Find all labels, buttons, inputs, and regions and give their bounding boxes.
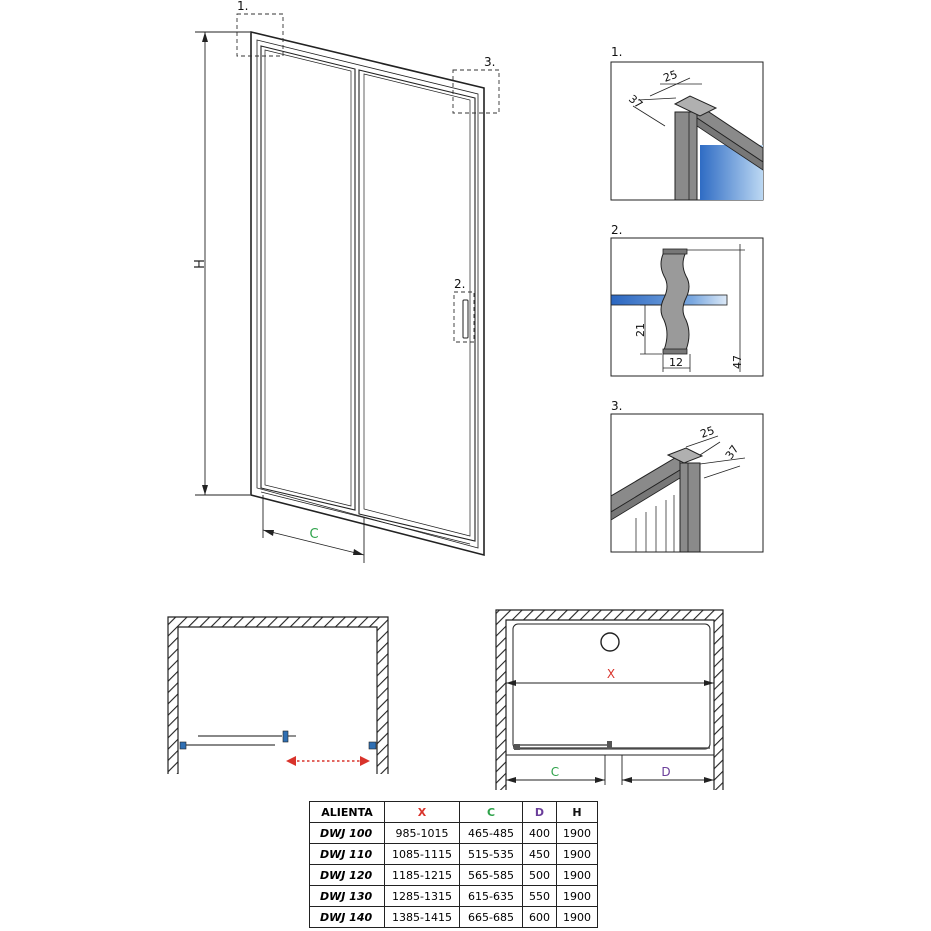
cell-model: DWJ 110 [310,844,385,865]
cell-h: 1900 [557,823,598,844]
detail-box-3 [453,70,499,113]
cell-h: 1900 [557,886,598,907]
detail-marker-labels [237,0,495,291]
cell-x: 1085-1115 [385,844,460,865]
cell-model: DWJ 130 [310,886,385,907]
plan-c-label: C [550,765,560,779]
header-x: X [385,802,460,823]
plan-view-right [496,610,723,790]
plan-view-left [168,617,388,774]
table-row [310,865,598,886]
table-row [310,886,598,907]
detail-2-panel [611,238,763,376]
detail-3-panel [611,414,763,552]
door-elevation [251,32,484,555]
cell-c: 615-635 [460,886,523,907]
detail-2-dim-12: 12 [669,356,683,369]
cell-d: 600 [523,907,557,928]
header-h: H [557,802,598,823]
drain-circle [601,633,619,651]
cell-d: 450 [523,844,557,865]
table-row [310,844,598,865]
cell-c: 565-585 [460,865,523,886]
cell-d: 550 [523,886,557,907]
cell-x: 1385-1415 [385,907,460,928]
height-label: H [193,259,208,269]
detail-marker-boxes [237,14,499,342]
table-row [310,907,598,928]
cell-model: DWJ 120 [310,865,385,886]
width-c-label: C [309,527,319,542]
cell-x: 1285-1315 [385,886,460,907]
table-row [310,823,598,844]
cell-h: 1900 [557,844,598,865]
marker-label-3: 3. [484,55,496,69]
plan-x-label: X [606,667,616,681]
cell-model: DWJ 100 [310,823,385,844]
cell-c: 665-685 [460,907,523,928]
detail-3-dim-25: 25 [698,423,717,441]
detail-1-panel [611,62,763,200]
detail-1-title: 1. [611,45,623,59]
cell-model: DWJ 140 [310,907,385,928]
detail-1-dim-25: 25 [661,67,680,85]
cell-h: 1900 [557,907,598,928]
dimension-table [309,801,598,928]
plan-d-label: D [661,765,671,779]
detail-2-dim-47: 47 [731,355,744,369]
detail-2-dim-21: 21 [634,323,647,337]
cell-x: 1185-1215 [385,865,460,886]
cell-d: 500 [523,865,557,886]
cell-c: 465-485 [460,823,523,844]
cell-x: 985-1015 [385,823,460,844]
cell-h: 1900 [557,865,598,886]
header-model: ALIENTA [310,802,385,823]
table-header-row [310,802,598,823]
marker-label-1: 1. [237,0,249,13]
cell-d: 400 [523,823,557,844]
header-c: C [460,802,523,823]
cell-c: 515-535 [460,844,523,865]
marker-label-2: 2. [454,277,466,291]
detail-2-title: 2. [611,223,623,237]
header-d: D [523,802,557,823]
detail-3-title: 3. [611,399,623,413]
detail-1-dim-37: 37 [626,92,646,112]
detail-3-dim-37: 37 [722,442,742,462]
